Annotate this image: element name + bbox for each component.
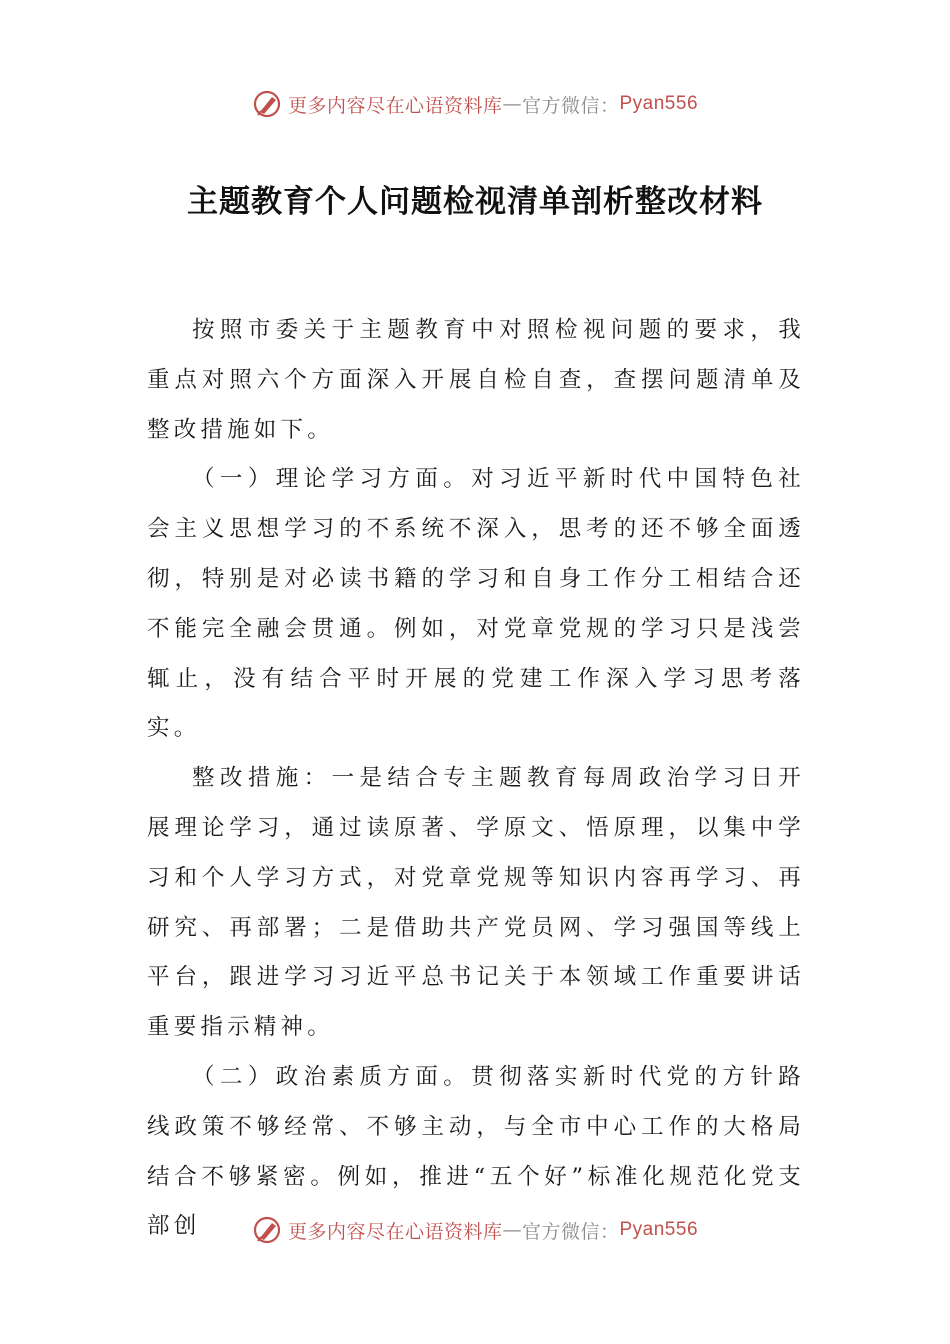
watermark-account: Pyan556 [619,93,699,114]
document-title: 主题教育个人问题检视清单剖析整改材料 [187,184,763,220]
watermark-main-text: 更多内容尽在心语资料库 [287,94,503,117]
watermark-label: 官方微信： [521,94,620,117]
paragraph-political-quality: （二）政治素质方面。贯彻落实新时代党的方针路线政策不够经常、不够主动，与全市中心工作的大格局结合不够紧密。例如，推进“五个好”标准化规范化党支部创 [147,1063,805,1240]
header-watermark [0,84,950,124]
watermark-separator: — [502,1219,522,1241]
pen-nib-logo-icon [252,89,282,119]
document-body [147,306,805,1252]
paragraph-intro: 按照市委关于主题教育中对照检视问题的要求，我重点对照六个方面深入开展自检自查，查摆问题清单及整改措施如下。 [147,317,805,443]
paragraph-rectification-measures: 整改措施：一是结合专主题教育每周政治学习日开展理论学习，通过读原著、学原文、悟原理，以集中学习和个人学习方式，对党章党规等知识内容再学习、再研究、再部署；二是借助共产党员网、学习强国等线上平台，跟进学习习近平总书记关于本领域工作重要讲话重要指示精神。 [147,765,805,1041]
watermark-account: Pyan556 [619,1219,699,1240]
paragraph-theory-study: （一）理论学习方面。对习近平新时代中国特色社会主义思想学习的不系统不深入，思考的还不够全面透彻，特别是对必读书籍的学习和自身工作分工相结合还不能完全融会贯通。例如，对党章党规的学习只是浅尝辄止，没有结合平时开展的党建工作深入学习思考落实。 [147,466,805,742]
watermark-main-text: 更多内容尽在心语资料库 [287,1220,503,1243]
watermark-separator: — [502,93,522,115]
pen-nib-logo-icon [252,1215,282,1245]
footer-watermark [0,1210,950,1250]
watermark-label: 官方微信： [521,1220,620,1243]
